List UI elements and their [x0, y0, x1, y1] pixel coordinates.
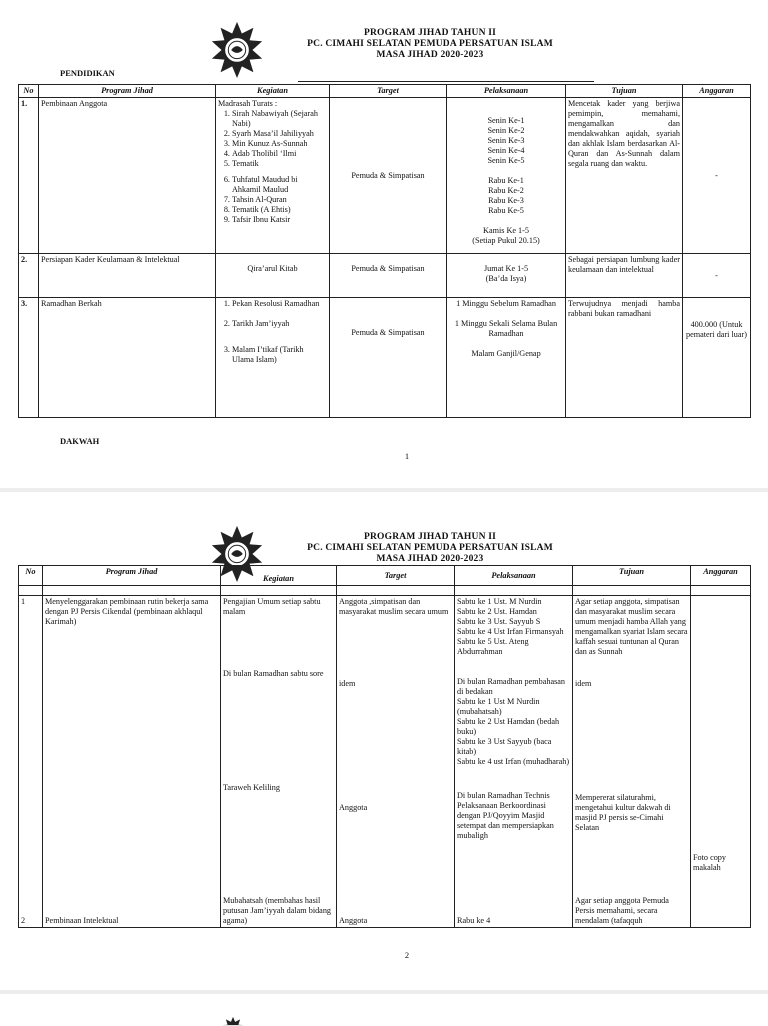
table-spacer-row: [19, 586, 751, 596]
row-target: [337, 596, 455, 875]
column-header-kegiatan: Kegiatan: [221, 566, 337, 586]
table-row: [19, 874, 751, 928]
column-header-no: No: [19, 85, 39, 98]
list-item: 3. Min Kunuz As-Sunnah: [232, 139, 327, 149]
column-header-anggaran: Anggaran: [691, 566, 751, 586]
pelaksanaan-line: 1 Minggu Sekali Selama Bulan Ramadhan: [454, 319, 558, 338]
kegiatan-item: Pengajian Umum setiap sabtu malam: [223, 597, 321, 616]
row-number: 2: [19, 874, 43, 928]
pelaksanaan-line: Di bulan Ramadhan pembahasan di bedakan: [457, 677, 565, 696]
header-line-2: PC. CIMAHI SELATAN PEMUDA PERSATUAN ISLAM: [307, 39, 553, 49]
row-program: Ramadhan Berkah: [39, 298, 216, 418]
header-line-1: PROGRAM JIHAD TAHUN II: [363, 532, 497, 542]
row-tujuan: Sebagai persiapan lumbung kader keulamaan dan intelektual: [566, 254, 683, 298]
row-anggaran: [691, 596, 751, 875]
pelaksanaan-line: Sabtu ke 1 Ust M Nurdin (mubahatsah): [457, 697, 540, 716]
kegiatan-item: Taraweh Keliling: [223, 783, 280, 792]
header-title: [260, 532, 600, 565]
pelaksanaan-line: Senin Ke-3: [487, 136, 525, 145]
list-item: 2. Tarikh Jam’iyyah: [232, 319, 327, 329]
dakwah-table: [18, 565, 751, 928]
row-kegiatan: Mubahatsah (membahas hasil putusan Jam’iyyah dalam bidang agama): [221, 874, 337, 928]
row-target: Anggota: [337, 874, 455, 928]
list-item: 6. Tuhfatul Maudud bi Ahkamil Maulud: [232, 175, 327, 195]
pelaksanaan-line: Senin Ke-5: [487, 156, 525, 165]
list-item: 3. Malam I’tikaf (Tarikh Ulama Islam): [232, 345, 327, 365]
row-anggaran: -: [683, 254, 751, 298]
column-header-kegiatan: Kegiatan: [216, 85, 330, 98]
pelaksanaan-line: Sabtu ke 2 Ust. Hamdan: [457, 607, 537, 616]
pelaksanaan-line: Senin Ke-2: [487, 126, 525, 135]
row-anggaran: [691, 874, 751, 928]
pelaksanaan-line: Sabtu ke 3 Ust. Sayyub S: [457, 617, 541, 626]
pelaksanaan-line: Kamis Ke 1-5: [483, 226, 529, 235]
header-line-3: MASA JIHAD 2020-2023: [376, 50, 484, 60]
section-title-pendidikan: PENDIDIKAN: [60, 68, 115, 78]
column-header-tujuan: Tujuan: [573, 566, 691, 586]
row-pelaksanaan: Rabu ke 4: [455, 874, 573, 928]
column-header-target: Target: [330, 85, 447, 98]
pelaksanaan-line: (Setiap Pukul 20.15): [472, 236, 540, 245]
row-tujuan: Agar setiap anggota Pemuda Persis memahami, secara mendalam (tafaqquh: [573, 874, 691, 928]
row-program: Pembinaan Intelektual: [43, 874, 221, 928]
page-number: 1: [404, 451, 410, 461]
column-header-pelaksanaan: Pelaksanaan: [455, 566, 573, 586]
pelaksanaan-line: Sabtu ke 5 Ust. Ateng Abdurrahman: [457, 637, 529, 656]
row-target: Pemuda & Simpatisan: [330, 98, 447, 254]
list-item: 5. Tematik: [232, 159, 327, 169]
list-item: 2. Syarh Masa’il Jahiliyyah: [232, 129, 327, 139]
pelaksanaan-line: Sabtu ke 1 Ust. M Nurdin: [457, 597, 542, 606]
column-header-program: Program Jihad: [43, 566, 221, 586]
list-item: 4. Adab Tholibil ‘Ilmi: [232, 149, 327, 159]
pelaksanaan-line: Malam Ganjil/Genap: [471, 349, 541, 358]
tujuan-item: Agar setiap anggota, simpatisan dan masyarakat muslim secara umum menjadi hamba Allah yang mengamalkan syariat Islam secara kaffah sesuai tuntunan al Quran dan as Sunnah: [575, 597, 688, 656]
row-anggaran: -: [683, 98, 751, 254]
row-tujuan: [573, 596, 691, 875]
pelaksanaan-line: Jumat Ke 1-5: [483, 264, 529, 273]
row-number: 2.: [19, 254, 39, 298]
pelaksanaan-line: Rabu Ke-2: [488, 186, 524, 195]
column-header-anggaran: Anggaran: [683, 85, 751, 98]
row-target: Pemuda & Simpatisan: [330, 254, 447, 298]
row-target: Pemuda & Simpatisan: [330, 298, 447, 418]
table-header-row: [19, 566, 751, 586]
pelaksanaan-line: (Ba’da Isya): [485, 274, 527, 283]
pelaksanaan-line: Sabtu ke 4 Ust Irfan Firmansyah: [457, 627, 564, 636]
column-header-tujuan: Tujuan: [566, 85, 683, 98]
row-kegiatan: [221, 596, 337, 875]
table-row: [19, 596, 751, 875]
pelaksanaan-line: Senin Ke-4: [487, 146, 525, 155]
kegiatan-item: Di bulan Ramadhan sabtu sore: [223, 669, 324, 678]
pelaksanaan-line: Senin Ke-1: [487, 116, 525, 125]
tujuan-item: Mempererat silaturahmi, mengetahui kultur dakwah di masjid PJ persis se-Cimahi Selatan: [575, 793, 671, 832]
row-program: Pembinaan Anggota: [39, 98, 216, 254]
pelaksanaan-line: Sabtu ke 3 Ust Sayyub (baca kitab): [457, 737, 552, 756]
row-tujuan: Mencetak kader yang berjiwa pemimpin, memahami, mengamalkan dan mendakwahkan aqidah, syariah dan akhlak Islam berdasarkan Al-Quran dan As-Sunnah dalam segala ruang dan waktu.: [566, 98, 683, 254]
page-separator: [0, 488, 768, 492]
column-header-program: Program Jihad: [39, 85, 216, 98]
list-item: 9. Tafsir Ibnu Katsir: [232, 215, 327, 225]
tujuan-item: idem: [575, 679, 592, 688]
page-separator: [0, 990, 768, 994]
row-program: Persiapan Kader Keulamaan & Intelektual: [39, 254, 216, 298]
organization-logo-icon: [220, 1016, 246, 1026]
list-item: 1. Sirah Nabawiyah (Sejarah Nabi): [232, 109, 327, 129]
list-item: 7. Tahsin Al-Quran: [232, 195, 327, 205]
row-program: Menyelenggarakan pembinaan rutin bekerja sama dengan PJ Persis Cikendal (pembinaan akhlaqul Karimah): [43, 596, 221, 875]
pelaksanaan-line: Sabtu ke 4 ust Irfan (muhadharah): [457, 757, 570, 766]
pelaksanaan-line: Di bulan Ramadhan Technis Pelaksanaan Berkoordinasi dengan PJ/Qoyyim Masjid setempat dan mempersiapkan mubaligh: [457, 791, 554, 840]
row-pelaksanaan: [455, 596, 573, 875]
row-number: 1.: [19, 98, 39, 254]
target-item: Anggota ,simpatisan dan masyarakat muslim secara umum: [339, 597, 449, 616]
target-item: Anggota: [339, 803, 368, 812]
section-title-dakwah: DAKWAH: [60, 436, 100, 446]
header-line-3: MASA JIHAD 2020-2023: [376, 554, 484, 564]
column-header-pelaksanaan: Pelaksanaan: [447, 85, 566, 98]
row-kegiatan: Qira’arul Kitab: [216, 254, 330, 298]
list-item: 8. Tematik (A Ehtis): [232, 205, 327, 215]
header-line-2: PC. CIMAHI SELATAN PEMUDA PERSATUAN ISLAM: [307, 543, 553, 553]
column-header-target: Target: [337, 566, 455, 586]
kegiatan-intro: Madrasah Turats :: [218, 99, 278, 108]
row-tujuan: Terwujudnya menjadi hamba rabbani bukan ramadhani: [566, 298, 683, 418]
page-number: 2: [404, 950, 410, 960]
target-item: idem: [339, 679, 356, 688]
row-number: 1: [19, 596, 43, 875]
pelaksanaan-line: Rabu Ke-1: [488, 176, 524, 185]
pelaksanaan-line: Rabu Ke-3: [488, 196, 524, 205]
anggaran-item: Foto copy makalah: [693, 853, 726, 872]
row-number: 3.: [19, 298, 39, 418]
page-3-partial: [0, 1010, 768, 1024]
pelaksanaan-line: Rabu Ke-5: [488, 206, 524, 215]
column-header-no: No: [19, 566, 43, 586]
header-line-1: PROGRAM JIHAD TAHUN II: [363, 28, 497, 38]
list-item: 1. Pekan Resolusi Ramadhan: [232, 299, 327, 309]
pelaksanaan-line: Sabtu ke 2 Ust Hamdan (bedah buku): [457, 717, 560, 736]
row-anggaran: 400.000 (Untuk pemateri dari luar): [683, 298, 751, 418]
pelaksanaan-line: 1 Minggu Sebelum Ramadhan: [456, 299, 556, 308]
